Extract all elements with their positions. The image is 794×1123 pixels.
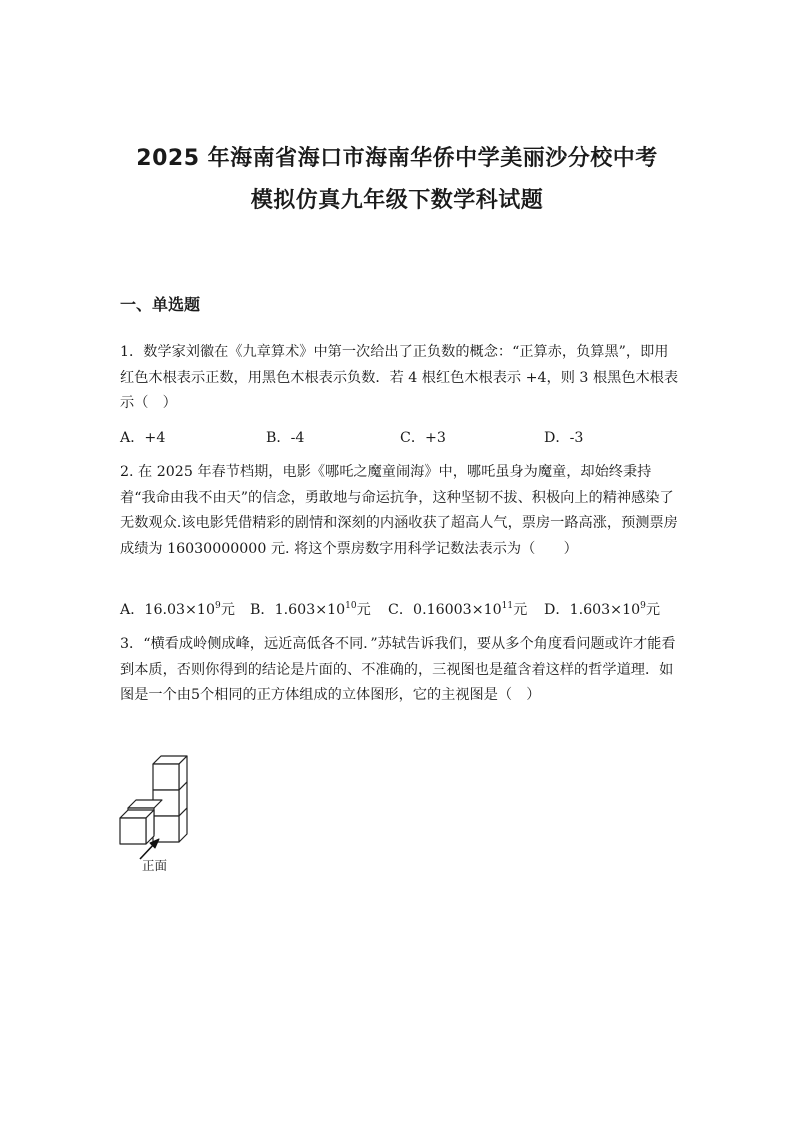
question-2-text: 2. 在 2025 年春节档期，电影《哪吒之魔童闹海》中，哪吒虽身为魔童，却始终秉持着“我命由我不由天”的信念，勇敢地与命运抗争，这种坚韧不拔、积极向上的精神感染了无数观众.该电影凭借精彩的剧情和深刻的内涵收获了超高人气，票房一路高涨，预测票房成绩为 16030000000 元. 将这个票房数字用科学记数法表示为（ ） bbox=[120, 464, 678, 557]
question-2-options bbox=[120, 598, 680, 622]
front-cube-front bbox=[120, 818, 146, 844]
q2-option-d: D．$1.603\times 10^9$元 bbox=[544, 601, 661, 618]
question-1-options bbox=[120, 426, 680, 450]
column-cube-3-front bbox=[153, 816, 179, 842]
q2-option-b: B．$1.603\times 10^{10}$元 bbox=[250, 601, 371, 618]
figure-label-front: 正面 bbox=[142, 858, 168, 873]
q1-option-a: A．+4 bbox=[120, 430, 166, 446]
q1-option-c: C．+3 bbox=[400, 430, 446, 446]
question-1-text: 1．数学家刘徽在《九章算术》中第一次给出了正负数的概念：“正算赤，负算黑”，即用红色木根表示正数，用黑色木根表示负数．若 4 根红色木根表示 +4，则 3 根黑色木根表示（ ） bbox=[120, 344, 679, 411]
section-heading: 一、单选题 bbox=[120, 295, 201, 314]
q2-option-c: C．$0.16003\times 10^{11}$元 bbox=[388, 601, 528, 618]
q1-option-d: D．-3 bbox=[544, 430, 584, 446]
column-cube-1-front bbox=[153, 764, 179, 790]
question-3-text: 3．“横看成岭侧成峰，远近高低各不同．”苏轼告诉我们，要从多个角度看问题或许才能看到本质，否则你得到的结论是片面的、不准确的，三视图也是蕴含着这样的哲学道理．如图是一个由5个相同的正方体组成的立体图形，它的主视图是（ ） bbox=[120, 636, 676, 703]
page-title-line-2: 模拟仿真九年级下数学科试题 bbox=[250, 188, 544, 213]
q2-option-a: A．$16.03\times 10^9$元 bbox=[120, 601, 235, 618]
q1-option-b: B．-4 bbox=[266, 430, 305, 446]
page-title-line-1: 2025 年海南省海口市海南华侨中学美丽沙分校中考 bbox=[136, 146, 658, 171]
